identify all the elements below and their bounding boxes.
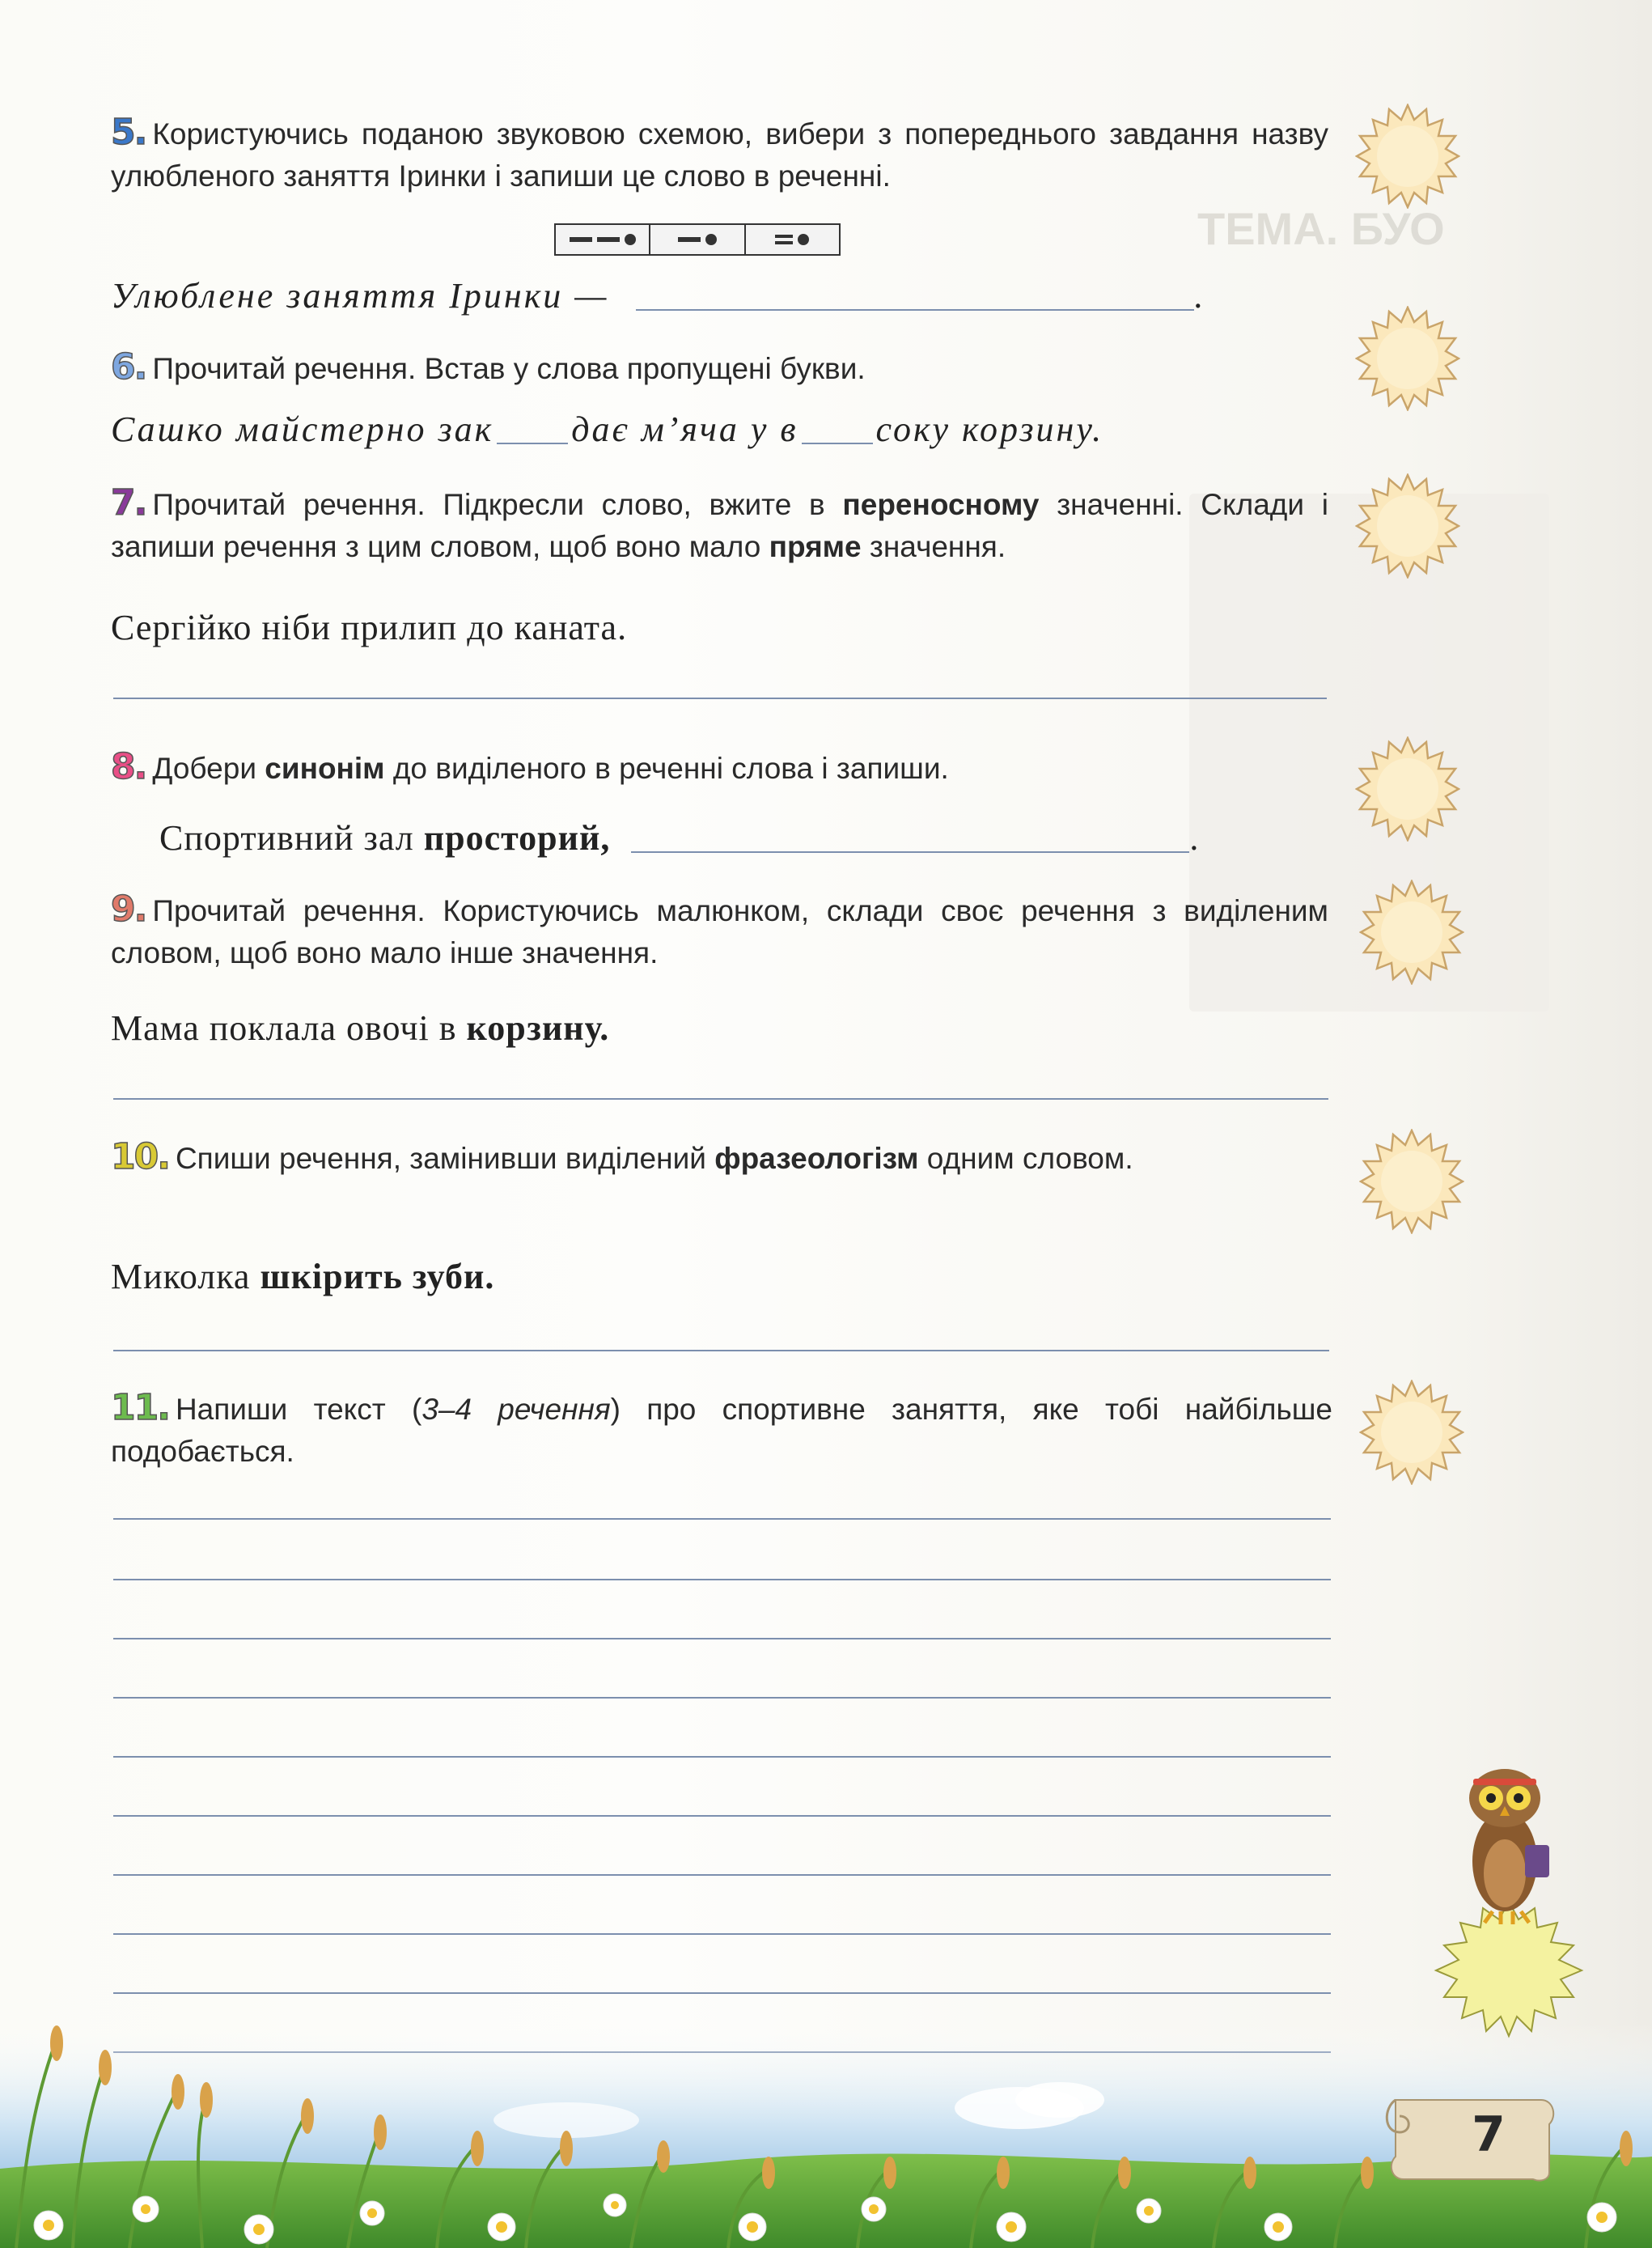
task-10 [111,1136,1328,1180]
sentence-part: Сашко майстерно зак [111,409,494,449]
sentence-end: . [1189,818,1200,858]
task-text-bold: переносному [842,488,1040,521]
task-9-sentence [111,1007,609,1049]
task-text: одним словом. [918,1142,1133,1175]
sentence-part: соку корзину. [875,409,1104,449]
sentence-bold: корзину. [466,1008,610,1048]
task-number: 8. [111,746,146,787]
answer-line[interactable] [113,698,1327,699]
sentence-bold: шкірить зуби. [260,1257,495,1296]
task-text: значення. [861,530,1006,563]
task-6-sentence [111,409,1103,450]
task-text: Користуючись поданою звуковою схемою, вибери з попереднього завдання назву улюбленого заняття Іринки і запиши це слово в реченні. [111,117,1328,193]
task-text-italic: 3–4 речення [421,1393,611,1426]
writing-line-6[interactable] [113,1815,1331,1817]
answer-line[interactable] [113,1350,1329,1351]
task-text: значенні. Склади і запиши речення з цим словом, щоб воно мало [111,488,1328,563]
sentence-part: Мама поклала овочі в [111,1008,467,1048]
answer-line[interactable] [631,851,1189,853]
owl-icon [1420,1740,1598,2039]
sun-star-icon[interactable] [1355,736,1460,842]
task-number: 5. [111,112,146,153]
writing-line-1[interactable] [113,1518,1331,1520]
task-text: Прочитай речення. Встав у слова пропущені букви. [152,352,866,385]
task-text: Добери [152,752,265,785]
sound-scheme-icon [554,223,841,256]
task-number: 9. [111,889,146,930]
task-text-bold: фразеологізм [714,1142,919,1175]
sentence-part: Миколка [111,1257,261,1296]
task-6 [111,346,1328,390]
writing-line-2[interactable] [113,1579,1331,1580]
task-text: ) про спортивне заняття, яке тобі найбільше подобається. [111,1393,1332,1468]
task-10-sentence [111,1256,494,1297]
task-7-sentence: Сергійко ніби прилип до каната. [111,608,628,647]
sentence-end: . [1194,276,1206,316]
sun-star-icon[interactable] [1355,104,1460,209]
task-text: до виділеного в реченні слова і запиши. [384,752,949,785]
task-8 [111,746,1328,790]
writing-line-3[interactable] [113,1638,1331,1639]
sun-star-icon[interactable] [1355,473,1460,579]
task-7 [111,482,1328,568]
sentence-bold: просторий, [423,818,611,858]
page-number: 7 [1472,2106,1506,2163]
task-number: 10. [111,1136,169,1177]
answer-line[interactable] [636,309,1194,311]
writing-line-7[interactable] [113,1874,1331,1876]
scheme-syllable [650,225,745,254]
bleed-through-heading: ТЕМА. БУО [1197,203,1445,254]
task-text: Спиши речення, замінивши виділений [175,1142,715,1175]
task-5-sentence [111,275,1205,316]
task-text: Напиши текст ( [175,1393,422,1426]
task-number: 11. [111,1387,169,1428]
task-text-bold: синонім [265,752,385,785]
task-number: 7. [111,482,146,524]
sentence-part: дає м’яча у в [571,409,798,449]
scheme-syllable [746,225,839,254]
sun-star-icon[interactable] [1359,880,1464,985]
task-number: 6. [111,346,146,388]
missing-letter-gap[interactable] [497,443,568,444]
task-8-sentence [159,817,1199,859]
answer-line[interactable] [113,1098,1328,1100]
sun-star-icon[interactable] [1359,1129,1464,1234]
sun-star-icon[interactable] [1355,306,1460,411]
task-text: Прочитай речення. Користуючись малюнком, склади своє речення з виділеним словом, щоб воно мало інше значення. [111,894,1328,969]
writing-line-5[interactable] [113,1756,1331,1758]
task-11 [111,1387,1332,1473]
sun-star-icon[interactable] [1359,1380,1464,1485]
task-text: Прочитай речення. Підкресли слово, вжите в [152,488,843,521]
task-9 [111,889,1328,974]
sentence-prefix: Улюблене заняття Іринки — [111,276,609,316]
missing-letter-gap[interactable] [802,443,873,444]
task-text-bold: пряме [769,530,862,563]
sentence-part: Спортивний зал [159,818,424,858]
scheme-syllable [556,225,650,254]
writing-line-4[interactable] [113,1697,1331,1699]
task-5 [111,112,1328,197]
